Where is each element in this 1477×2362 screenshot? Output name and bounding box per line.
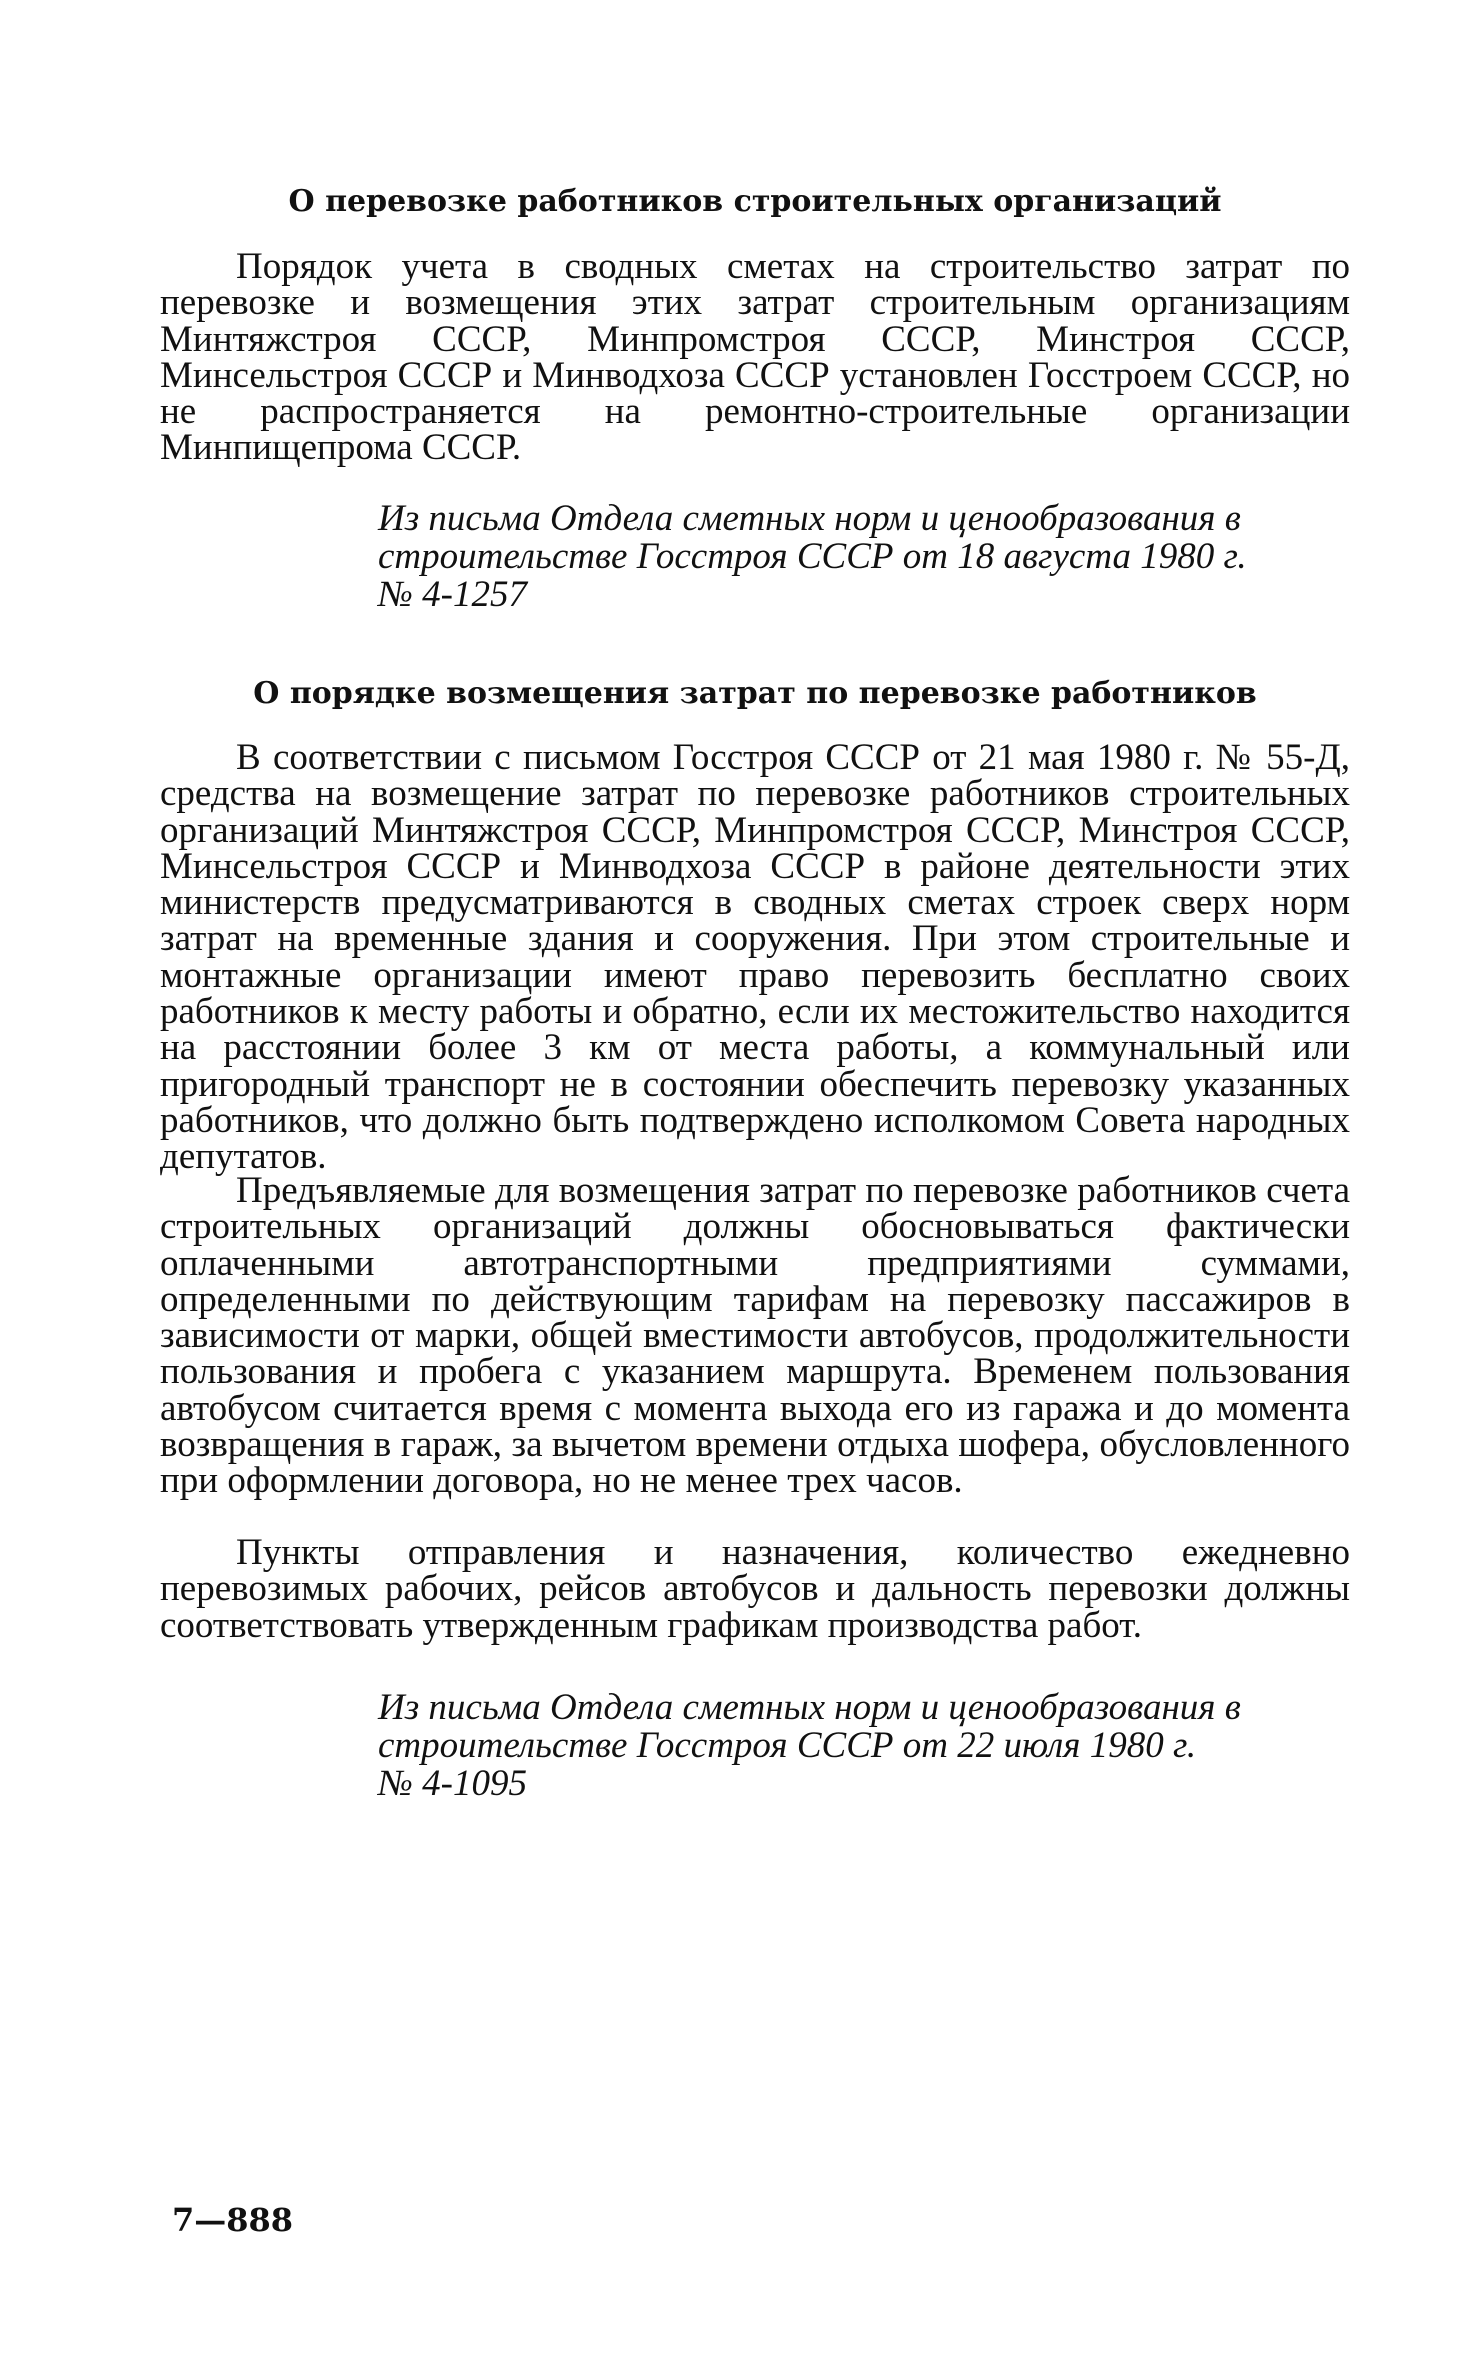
- section-2-paragraph-3: Пункты отправления и назначения, количество ежедневно перевозимых рабочих, рейсов автобусов и дальность перевозки должны соответствовать утвержденным графикам производства работ.: [160, 1532, 1350, 1646]
- source-line: строительстве Госстроя СССР от 22 июля 1980 г.: [378, 1725, 1197, 1766]
- section-1-source-note: [378, 500, 1350, 614]
- source-line: № 4-1257: [378, 574, 527, 615]
- source-line: Из письма Отдела сметных норм и ценообразования в: [378, 1687, 1241, 1728]
- source-line: Из письма Отдела сметных норм и ценообразования в: [378, 498, 1241, 539]
- source-line: № 4-1095: [378, 1763, 527, 1804]
- source-line: строительстве Госстроя СССР от 18 августа 1980 г.: [378, 536, 1247, 577]
- section-1-title: О перевозке работников строительных организаций: [288, 184, 1222, 219]
- section-1-paragraph-1: Порядок учета в сводных сметах на строительство затрат по перевозке и возмещения этих затрат строительным организациям Минтяжстроя СССР, Минпромстроя СССР, Минстроя СССР, Минсельстроя СССР и Минводхоза СССР установлен Госстроем СССР, но не распространяется на ремонтно-строительные организации Минпищепрома СССР.: [160, 246, 1350, 469]
- section-2-source-note: [378, 1689, 1350, 1803]
- section-2-title: О порядке возмещения затрат по перевозке работников: [253, 676, 1257, 711]
- section-2-paragraph-1: В соответствии с письмом Госстроя СССР от 21 мая 1980 г. № 55-Д, средства на возмещение затрат по перевозке работников строительных организаций Минтяжстроя СССР, Минпромстроя СССР, Минстроя СССР, Минсельстроя СССР и Минводхоза СССР в районе деятельности этих министерств предусматриваются в сводных сметах строек сверх норм затрат на временные здания и сооружения. При этом строительные и монтажные организации имеют право перевозить бесплатно своих работников к месту работы и обратно, если их местожительство находится на расстоянии более 3 км от места работы, а коммунальный или пригородный транспорт не в состоянии обеспечить перевозку указанных работников, что должно быть подтверждено исполкомом Совета народных депутатов.: [160, 737, 1350, 1178]
- page-number: 7—888: [172, 2201, 294, 2239]
- section-2-paragraph-2: Предъявляемые для возмещения затрат по перевозке работников счета строительных организаций должны обосновываться фактически оплаченными автотранспортными предприятиями суммами, определенными по действующим тарифам на перевозку пассажиров в зависимости от марки, общей вместимости автобусов, продолжительности пользования и пробега с указанием маршрута. Временем пользования автобусом считается время с момента выхода его из гаража и до момента возвращения в гараж, за вычетом времени отдыха шофера, обусловленного при оформлении договора, но не менее трех часов.: [160, 1170, 1350, 1502]
